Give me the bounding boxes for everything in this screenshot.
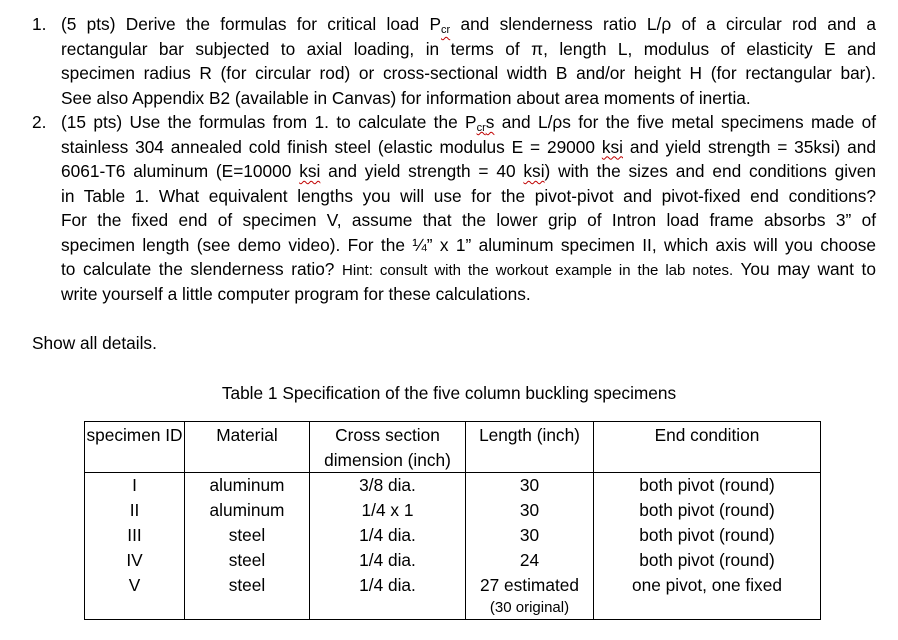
cell-cross-section: 3/8 dia. [310,473,466,499]
table-caption: Table 1 Specification of the five column buckling specimens [221,383,677,403]
cell-specimen-id: IV [85,548,185,573]
cell-material: steel [185,523,310,548]
cell-material: aluminum [185,473,310,499]
cell-length: 30 [466,523,594,548]
cell-specimen-id: I [85,473,185,499]
cell-length: 30 [466,498,594,523]
cell-cross-section: 1/4 x 1 [310,498,466,523]
table-row [85,473,821,499]
specimen-table [84,421,821,620]
question-2-line-7: to calculate the slenderness ratio? Hint: consult with the workout example in the lab notes. You may want to [61,259,876,279]
header-end-condition: End condition [594,422,821,473]
question-2-line-5: For the fixed end of specimen V, assume that the lower grip of Intron load frame absorbs 3” of [61,210,876,230]
cell-end-condition: both pivot (round) [594,473,821,499]
cell-end-condition: both pivot (round) [594,548,821,573]
question-2-line-3: 6061-T6 aluminum (E=10000 ksi and yield strength = 40 ksi) with the sizes and end conditions given [61,161,876,181]
cell-specimen-id: III [85,523,185,548]
table-body [85,473,821,620]
table-row [85,498,821,523]
cell-length: 30 [466,473,594,499]
header-specimen-id: specimen ID [85,422,185,473]
header-length: Length (inch) [466,422,594,473]
question-2-line-8: write yourself a little computer program for these calculations. [61,283,531,304]
table-row [85,573,821,620]
header-cross-section: Cross section dimension (inch) [310,422,466,473]
cell-material: steel [185,548,310,573]
question-1-line-1: (5 pts) Derive the formulas for critical load $P_{cr}$ and slenderness ratio L/ρ of a circular rod and a [61,14,876,36]
cell-material: steel [185,573,310,620]
header-material: Material [185,422,310,473]
cell-cross-section: 1/4 dia. [310,523,466,548]
question-1-line-3: specimen radius R (for circular rod) or cross-sectional width B and/or height H (for rectangular bar). [61,63,876,83]
show-all-details: Show all details. [32,333,157,353]
cell-cross-section: 1/4 dia. [310,573,466,620]
cell-specimen-id: II [85,498,185,523]
cell-cross-section: 1/4 dia. [310,548,466,573]
cell-length: 24 [466,548,594,573]
cell-material: aluminum [185,498,310,523]
question-1-body [61,12,876,110]
question-2-line-4: in Table 1. What equivalent lengths you will use for the pivot-pivot and pivot-fixed end conditions? [61,185,876,206]
cell-length: 27 estimated (30 original) [466,573,594,620]
table-row [85,523,821,548]
question-2-number: 2. [32,112,47,132]
table-row [85,548,821,573]
cell-specimen-id: V [85,573,185,620]
question-1 [32,12,878,110]
question-2-line-1: (15 pts) Use the formulas from 1. to calculate the $P_{cr}s$ and L/ρs for the five metal specimens made of [61,112,876,134]
question-2-body [61,110,876,306]
cell-end-condition: both pivot (round) [594,498,821,523]
question-2-line-6: specimen length (see demo video). For the ¼” x 1” aluminum specimen II, which axis will you choose [61,234,876,255]
question-2 [32,110,878,306]
cell-end-condition: both pivot (round) [594,523,821,548]
question-2-line-2: stainless 304 annealed cold finish steel (elastic modulus E = 29000 ksi and yield strength = 35ksi) and [61,136,876,157]
hint-text: Hint: consult with the workout example in the lab notes. [342,262,734,279]
question-1-number: 1. [32,14,47,34]
length-note: (30 original) [489,599,570,616]
question-1-line-2: rectangular bar subjected to axial loading, in terms of π, length L, modulus of elasticity E and [61,38,876,59]
table-header-row [85,422,821,473]
cell-end-condition: one pivot, one fixed [594,573,821,620]
question-1-line-4: See also Appendix B2 (available in Canvas) for information about area moments of inertia. [61,87,751,108]
